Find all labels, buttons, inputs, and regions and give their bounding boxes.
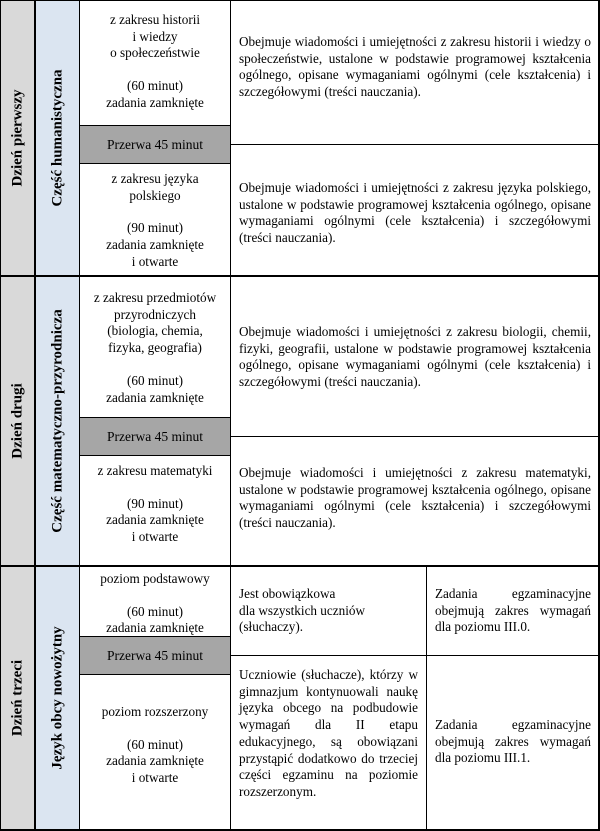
exam-duration: (60 minut): [126, 78, 184, 94]
exam-basic-level-cell: [80, 571, 230, 637]
exam-duration: (60 minut): [126, 603, 184, 619]
part-cell: [36, 567, 79, 829]
day-cell: [1, 1, 34, 275]
exam-line: poziom rozszerzony: [101, 704, 209, 719]
exam-task-type: zadania zamknięte: [106, 237, 204, 253]
break-row: Przerwa 45 minut: [80, 418, 230, 455]
row-divider: [80, 417, 230, 418]
row-divider: [80, 674, 230, 675]
exam-polish-cell: [80, 171, 230, 275]
day-divider: [0, 565, 600, 567]
row-divider: [80, 125, 230, 126]
who-basic: [231, 586, 426, 646]
exam-line: z zakresu przedmiotów: [93, 290, 217, 305]
who-line: (słuchaczy).: [239, 619, 304, 635]
day-cell: [1, 277, 34, 565]
description-text: Obejmuje wiadomości i umiejętności z zakresu języka polskiego, ustalone w podstawie programowej kształcenia ogólnego, opisane wymaganiami ogólnymi (cele kształcenia) i szczegółowymi (treści nauczania).: [239, 180, 591, 246]
description-text: Obejmuje wiadomości i umiejętności z zakresu matematyki, ustalone w podstawie programowej kształcenia ogólnego, opisane wymaganiami ogólnymi (cele kształcenia) i szczegółowymi (treści nauczania).: [239, 465, 591, 531]
exam-line: i wiedzy: [132, 28, 178, 44]
exam-line: z zakresu matematyki: [97, 463, 213, 478]
exam-task-type: zadania zamknięte: [106, 389, 204, 405]
exam-duration: (90 minut): [126, 220, 184, 236]
row-divider: [231, 436, 599, 437]
who-text: Uczniowie (słuchacze), którzy w gimnazjum kontynuowali naukę języka obcego na podbudowie wymagań dla II etapu edukacyjnego, są obowiązani przystąpić dodatkowo do trzeciej części egzaminu na poziomie rozszerzonym.: [239, 667, 418, 799]
break-row: Przerwa 45 minut: [80, 637, 230, 674]
row-divider: [231, 655, 599, 656]
exam-line: poziom podstawowy: [100, 571, 210, 586]
exam-duration: (60 minut): [126, 736, 184, 752]
day-label: Dzień drugi: [9, 383, 25, 459]
description-science: [231, 324, 599, 414]
part-cell: [36, 1, 79, 275]
exam-task-type: i otwarte: [131, 253, 179, 269]
who-line: dla wszystkich uczniów: [239, 602, 365, 618]
exam-line: (biologia, chemia,: [107, 323, 203, 339]
part-label: Część matematyczno-przyrodnicza: [49, 309, 65, 533]
day-label: Dzień pierwszy: [9, 89, 25, 187]
exam-science-cell: [80, 290, 230, 418]
description-math: [231, 465, 599, 555]
exam-duration: (60 minut): [126, 372, 184, 388]
who-line: Jest obowiązkowa: [239, 586, 336, 601]
description-text: Obejmuje wiadomości i umiejętności z zakresu historii i wiedzy o społeczeństwie, ustalone w podstawie programowej kształcenia ogólnego, opisane wymaganiami ogólnymi (cele kształcenia) i szczegółowymi (treści nauczania).: [239, 34, 591, 100]
exam-line: z zakresu historii: [109, 12, 201, 27]
description-polish: [231, 180, 599, 270]
description-text: Obejmuje wiadomości i umiejętności z zakresu biologii, chemii, fizyki, geografii, ustalone w podstawie programowej kształcenia ogólnego, opisane wymaganiami ogólnymi (cele kształcenia) i szczegółowymi (treści nauczania).: [239, 324, 591, 390]
row-divider: [80, 455, 230, 456]
exam-task-type: zadania zamknięte: [106, 94, 204, 110]
exam-line: polskiego: [129, 187, 181, 203]
exam-history-cell: [80, 12, 230, 124]
requirements-extended: [427, 717, 599, 767]
row-divider: [80, 163, 230, 164]
exam-extended-level-cell: [80, 704, 230, 804]
exam-math-cell: [80, 463, 230, 563]
exam-task-type: zadania zamknięte: [106, 512, 204, 528]
day-divider: [0, 275, 600, 277]
requirements-text: Zadania egzaminacyjne obejmują zakres wymagań dla poziomu III.1.: [435, 717, 591, 766]
part-label: Część humanistyczna: [49, 69, 65, 207]
row-divider: [80, 636, 230, 637]
column-divider: [34, 0, 36, 831]
day-label: Dzień trzeci: [9, 659, 25, 737]
column-divider: [426, 567, 427, 831]
exam-task-type: i otwarte: [131, 770, 179, 786]
column-divider: [230, 0, 231, 831]
description-history: [231, 34, 599, 124]
who-extended: [231, 667, 426, 827]
part-label: Język obcy nowożytny: [49, 626, 65, 770]
exam-task-type: zadania zamknięte: [106, 620, 204, 636]
break-row: Przerwa 45 minut: [80, 126, 230, 163]
day-cell: [1, 567, 34, 829]
part-cell: [36, 277, 79, 565]
exam-task-type: zadania zamknięte: [106, 753, 204, 769]
requirements-basic: [427, 586, 599, 646]
exam-line: z zakresu języka: [111, 171, 199, 186]
table-border: [0, 0, 1, 831]
exam-line: o społeczeństwie: [110, 45, 200, 61]
table-border: [0, 0, 600, 1]
requirements-text: Zadania egzaminacyjne obejmują zakres wymagań dla poziomu III.0.: [435, 586, 591, 635]
exam-line: przyrodniczych: [113, 306, 197, 322]
exam-duration: (90 minut): [126, 495, 184, 511]
row-divider: [231, 144, 599, 145]
exam-line: fizyka, geografia): [108, 340, 202, 356]
exam-task-type: i otwarte: [131, 529, 179, 545]
